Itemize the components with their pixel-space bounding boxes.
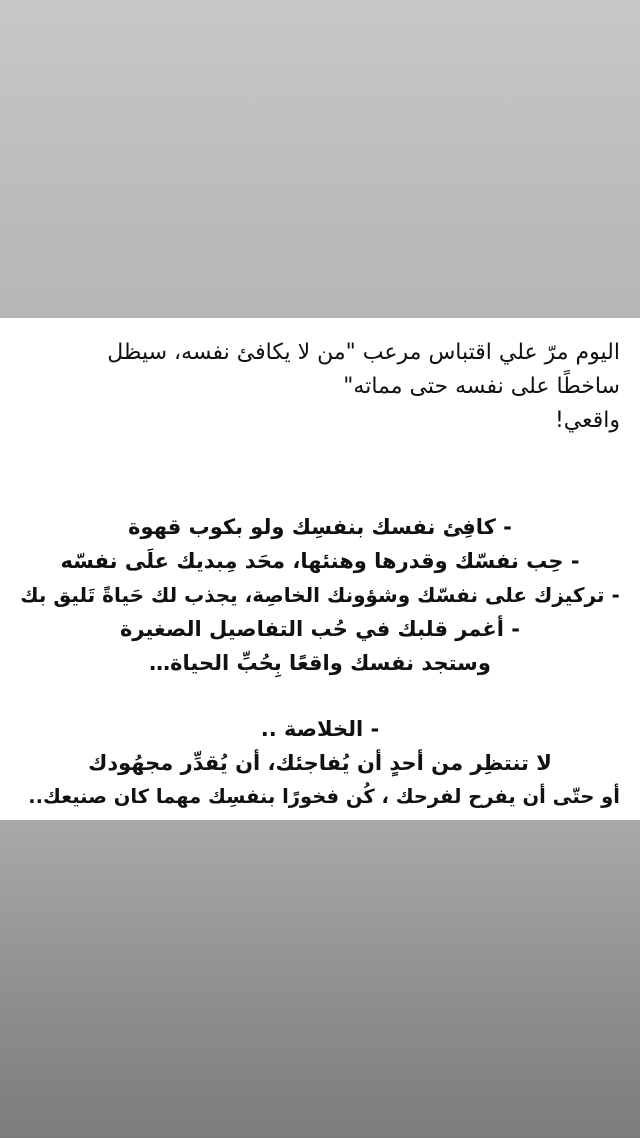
tip-line: - حِب نفسّك وقدرها وهنئها، محَد مِبديك علَى نفسّه xyxy=(60,549,580,573)
intro-line: اليوم مرّ علي اقتباس مرعب "من لا يكافئ نفسه، سيظل xyxy=(107,340,620,365)
quote-card xyxy=(0,318,640,820)
summary-line: أو حتّى أن يفرح لفرحك ، كُن فخورًا بنفسِك مهما كان صنيعك.. xyxy=(28,785,620,808)
intro-line: واقعي! xyxy=(554,408,620,433)
intro-paragraph xyxy=(20,336,620,438)
tip-line: - تركيزك على نفسّك وشؤونك الخاصِة، يجذب لك حَياةً تَليق بك xyxy=(20,583,620,607)
intro-line: ساخطًا على نفسه حتى مماته" xyxy=(343,374,620,399)
top-gray-background xyxy=(0,0,640,318)
tip-line: - كافِئ نفسك بنفسِك ولو بكوب قهوة xyxy=(128,515,512,539)
tip-line: وستجد نفسك واقعًا بِحُبِّ الحياة… xyxy=(149,651,491,675)
summary-title: - الخلاصة .. xyxy=(260,717,380,741)
tips-list xyxy=(20,510,620,680)
summary-line: لا تنتظِر من أحدٍ أن يُفاجئك، أن يُقدِّر مجهُودك xyxy=(88,751,552,775)
summary-section xyxy=(20,712,620,814)
bottom-gray-background xyxy=(0,820,640,1138)
tip-line: - أغمر قلبك في حُب التفاصيل الصغيرة xyxy=(119,617,520,641)
